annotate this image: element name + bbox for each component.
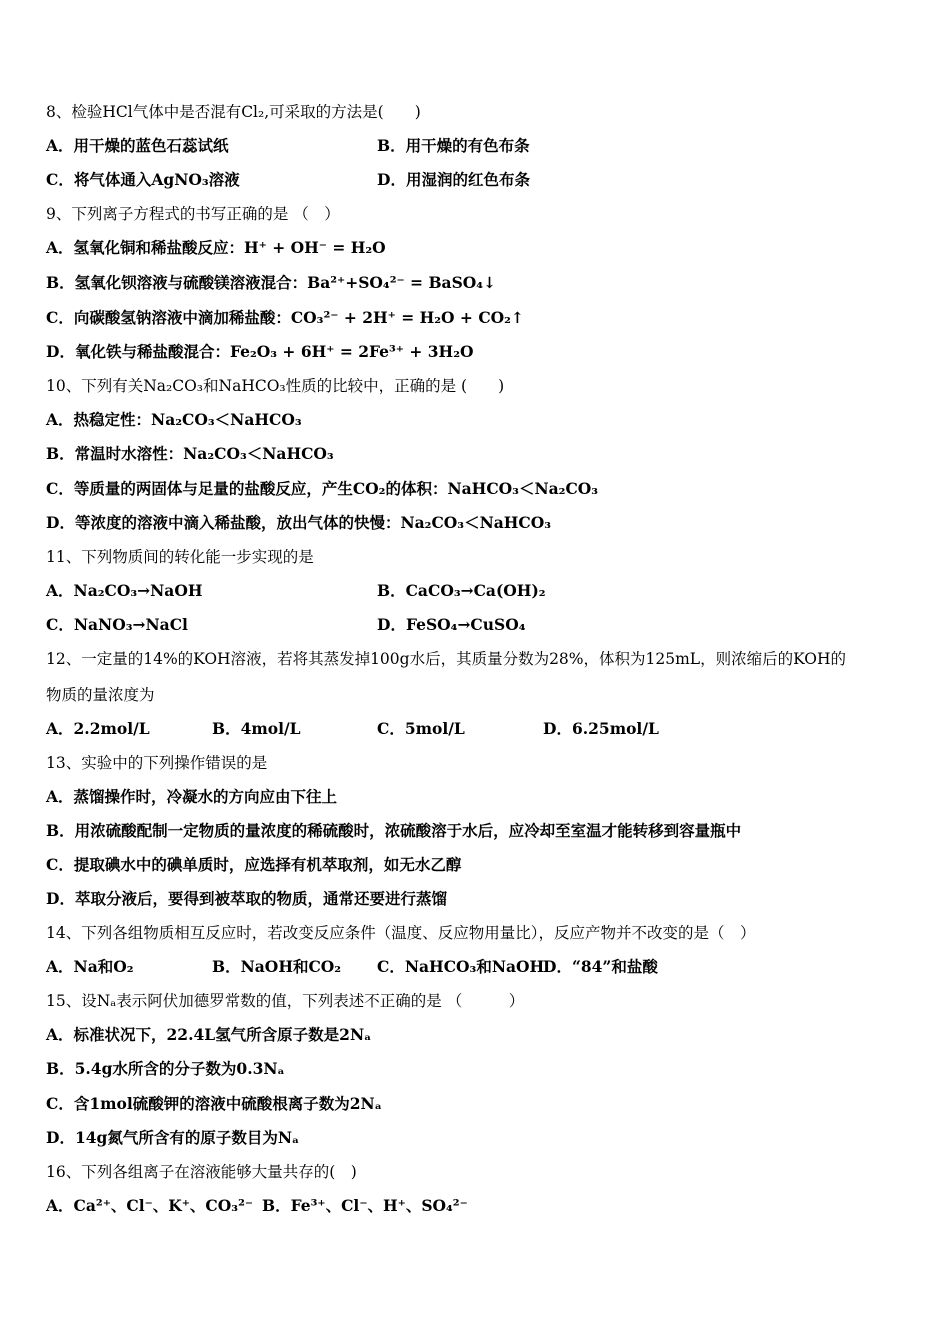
- q15-option-d: D．14g氮气所含有的原子数目为Nₐ: [46, 1128, 300, 1147]
- q12-option-a: A．2.2mol/L: [46, 719, 150, 738]
- q9-option-c: C．向碳酸氢钠溶液中滴加稀盐酸：CO₃²⁻ + 2H⁺ = H₂O + CO₂↑: [46, 308, 524, 327]
- q14-option-d: D．“84”和盐酸: [543, 957, 658, 976]
- q13-option-a: A．蒸馏操作时，冷凝水的方向应由下往上: [46, 787, 338, 806]
- q12-stem-line2: 物质的量浓度为: [46, 686, 155, 704]
- q10-option-d: D．等浓度的溶液中滴入稀盐酸，放出气体的快慢：Na₂CO₃＜NaHCO₃: [46, 513, 552, 532]
- q15-stem: 15、设Nₐ表示阿伏加德罗常数的值，下列表述不正确的是 （ ）: [46, 992, 525, 1010]
- q9-option-a: A．氢氧化铜和稀盐酸反应：H⁺ + OH⁻ = H₂O: [46, 238, 386, 257]
- q14-stem: 14、下列各组物质相互反应时，若改变反应条件（温度、反应物用量比），反应产物并不改变的是（ ）: [46, 924, 756, 942]
- q8-option-d: D．用湿润的红色布条: [377, 170, 530, 189]
- q13-stem: 13、实验中的下列操作错误的是: [46, 754, 268, 772]
- q14-option-b: B．NaOH和CO₂: [212, 957, 342, 976]
- q10-stem: 10、下列有关Na₂CO₃和NaHCO₃性质的比较中，正确的是 ( ): [46, 377, 505, 395]
- q15-option-a: A．标准状况下，22.4L氢气所含原子数是2Nₐ: [46, 1025, 372, 1044]
- q11-option-d: D．FeSO₄→CuSO₄: [377, 615, 526, 634]
- q10-option-a: A．热稳定性：Na₂CO₃＜NaHCO₃: [46, 410, 302, 429]
- q8-option-c: C．将气体通入AgNO₃溶液: [46, 170, 240, 189]
- q11-option-a: A．Na₂CO₃→NaOH: [46, 581, 203, 600]
- q8-option-a: A．用干燥的蓝色石蕊试纸: [46, 136, 229, 155]
- q14-option-c: C．NaHCO₃和NaOH: [377, 957, 545, 976]
- q13-option-c: C．提取碘水中的碘单质时，应选择有机萃取剂，如无水乙醇: [46, 855, 462, 874]
- q11-option-b: B．CaCO₃→Ca(OH)₂: [377, 581, 546, 600]
- q10-option-c: C．等质量的两固体与足量的盐酸反应，产生CO₂的体积：NaHCO₃＜Na₂CO₃: [46, 479, 599, 498]
- q13-option-b: B．用浓硫酸配制一定物质的量浓度的稀硫酸时，浓硫酸溶于水后，应冷却至室温才能转移到容量瓶中: [46, 821, 742, 840]
- q11-option-c: C．NaNO₃→NaCl: [46, 615, 188, 634]
- q15-option-b: B．5.4g水所含的分子数为0.3Nₐ: [46, 1059, 285, 1078]
- q8-stem: 8、检验HCl气体中是否混有Cl₂,可采取的方法是( ): [46, 103, 421, 121]
- q9-option-d: D．氧化铁与稀盐酸混合：Fe₂O₃ + 6H⁺ = 2Fe³⁺ + 3H₂O: [46, 342, 474, 361]
- q12-stem-line1: 12、一定量的14%的KOH溶液，若将其蒸发掉100g水后，其质量分数为28%，体积为125mL，则浓缩后的KOH的: [46, 650, 846, 668]
- q14-option-a: A．Na和O₂: [46, 957, 134, 976]
- q13-option-d: D．萃取分液后，要得到被萃取的物质，通常还要进行蒸馏: [46, 889, 447, 908]
- q10-option-b: B．常温时水溶性：Na₂CO₃＜NaHCO₃: [46, 444, 334, 463]
- q15-option-c: C．含1mol硫酸钾的溶液中硫酸根离子数为2Nₐ: [46, 1094, 382, 1113]
- q9-stem: 9、下列离子方程式的书写正确的是 （ ）: [46, 205, 340, 223]
- q11-stem: 11、下列物质间的转化能一步实现的是: [46, 548, 314, 566]
- q16-option-b: B．Fe³⁺、Cl⁻、H⁺、SO₄²⁻: [262, 1196, 468, 1215]
- q8-option-b: B．用干燥的有色布条: [377, 136, 530, 155]
- q12-option-b: B．4mol/L: [212, 719, 301, 738]
- q12-option-c: C．5mol/L: [377, 719, 465, 738]
- q16-stem: 16、下列各组离子在溶液能够大量共存的( ): [46, 1163, 357, 1181]
- q12-option-d: D．6.25mol/L: [543, 719, 659, 738]
- q16-option-a: A．Ca²⁺、Cl⁻、K⁺、CO₃²⁻: [46, 1196, 254, 1215]
- q9-option-b: B．氢氧化钡溶液与硫酸镁溶液混合：Ba²⁺+SO₄²⁻ = BaSO₄↓: [46, 273, 497, 292]
